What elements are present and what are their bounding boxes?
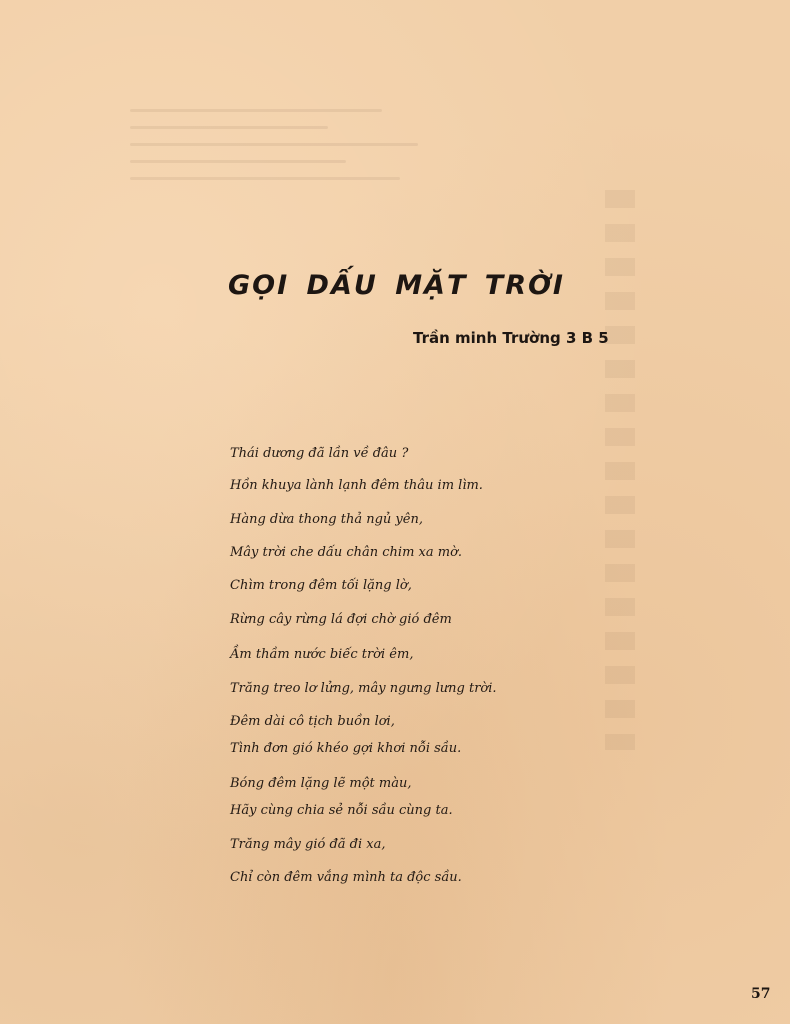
poem-line: Tình đơn gió khéo gợi khơi nỗi sầu. xyxy=(230,741,462,756)
poem-line: Đêm dài cô tịch buồn lơi, xyxy=(230,714,395,729)
poem-line: Trăng mây gió đã đi xa, xyxy=(230,837,386,852)
poem-line: Rừng cây rừng lá đợi chờ gió đêm xyxy=(230,612,452,627)
poem-line: Mây trời che dấu chân chim xa mờ. xyxy=(230,545,463,560)
reverse-side-bleed-through xyxy=(130,95,490,225)
poem-line: Ầm thầm nước biếc trời êm, xyxy=(230,647,414,662)
poem-line: Hồn khuya lành lạnh đêm thâu im lìm. xyxy=(230,478,483,493)
poem-line: Chìm trong đêm tối lặng lờ, xyxy=(230,578,412,593)
poem-author: Trần minh Trường 3 B 5 xyxy=(413,329,609,347)
poem-line: Hàng dừa thong thả ngủ yên, xyxy=(230,512,423,527)
poem-line: Chỉ còn đêm vắng mình ta độc sầu. xyxy=(230,870,462,885)
page-number: 57 xyxy=(751,986,771,1002)
poem-line: Hãy cùng chia sẻ nỗi sầu cùng ta. xyxy=(230,803,453,818)
poem-line: Trăng treo lơ lửng, mây ngưng lưng trời. xyxy=(230,681,497,696)
reverse-side-bleed-margin xyxy=(605,190,635,750)
poem-line: Thái dương đã lần về đâu ? xyxy=(230,446,409,461)
poem-title: GỌI DẤU MẶT TRỜI xyxy=(228,270,565,301)
poem-line: Bóng đêm lặng lẽ một màu, xyxy=(230,776,412,791)
